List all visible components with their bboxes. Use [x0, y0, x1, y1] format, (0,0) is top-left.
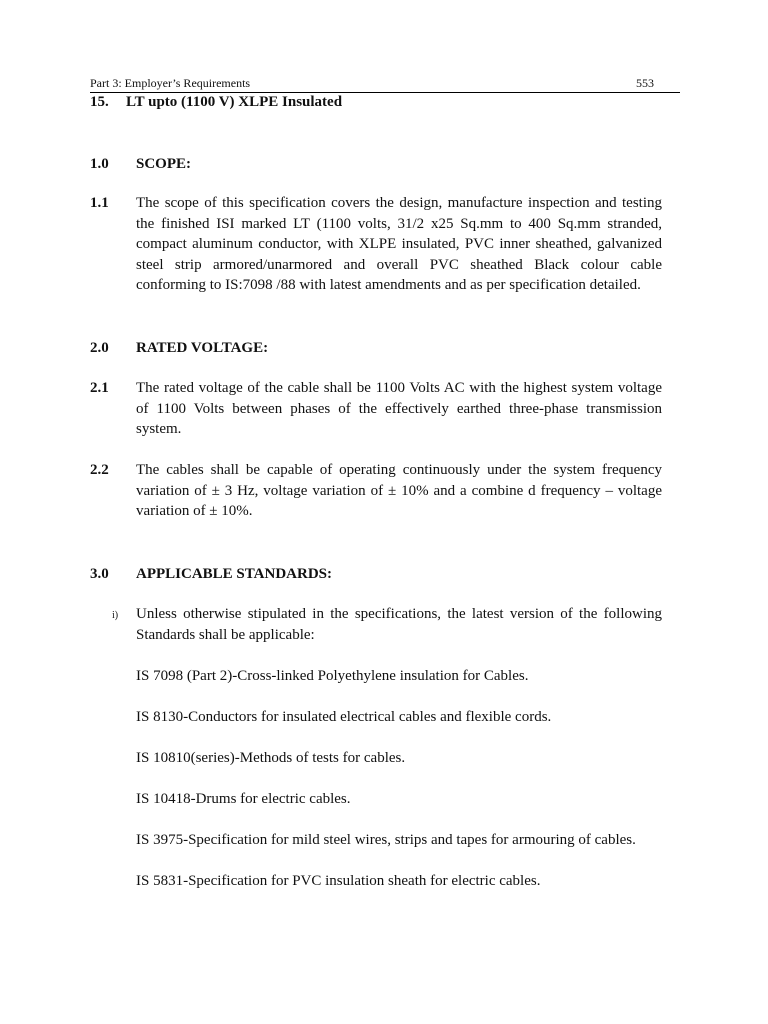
section-title-number: 15.	[90, 94, 109, 110]
item-i	[90, 604, 662, 645]
heading-text: SCOPE:	[136, 156, 192, 172]
standard-item: IS 8130-Conductors for insulated electrical cables and flexible cords.	[136, 709, 552, 725]
standard-item: IS 7098 (Part 2)-Cross-linked Polyethylene insulation for Cables.	[136, 668, 529, 684]
clause-number: 1.1	[90, 195, 109, 211]
standard-item: IS 3975-Specification for mild steel wires, strips and tapes for armouring of cables.	[136, 832, 636, 848]
standard-item: IS 10418-Drums for electric cables.	[136, 791, 351, 807]
item-text: Unless otherwise stipulated in the specifications, the latest version of the following Standards shall be applicable:	[136, 606, 662, 643]
clause-2-2	[90, 460, 662, 522]
heading-number: 3.0	[90, 566, 109, 582]
page-number: 553	[636, 76, 654, 90]
clause-2-1	[90, 378, 662, 440]
clause-number: 2.1	[90, 380, 109, 396]
heading-text: APPLICABLE STANDARDS:	[136, 566, 332, 582]
running-header	[90, 77, 680, 93]
item-marker: i)	[112, 610, 119, 621]
clause-text: The cables shall be capable of operating continuously under the system frequency variation of ± 3 Hz, voltage variation of ± 10% and a combine d frequency – voltage variation of ± 10%.	[136, 462, 662, 519]
clause-1-1	[90, 193, 662, 296]
heading-text: RATED VOLTAGE:	[136, 340, 269, 356]
clause-number: 2.2	[90, 462, 109, 478]
heading-number: 1.0	[90, 156, 109, 172]
standard-item: IS 5831-Specification for PVC insulation sheath for electric cables.	[136, 873, 541, 889]
clause-text: The scope of this specification covers the design, manufacture inspection and testing the finished ISI marked LT (1100 volts, 31/2 x25 Sq.mm to 400 Sq.mm stranded, compact aluminum conductor, with XLPE insulated, PVC inner sheathed, galvanized steel strip armored/unarmored and overall PVC sheathed Black colour cable conforming to IS:7098 /88 with latest amendments and as per specification detailed.	[136, 195, 662, 293]
standard-item: IS 10810(series)-Methods of tests for cables.	[136, 750, 406, 766]
section-title-text: LT upto (1100 V) XLPE Insulated	[126, 94, 343, 110]
section-title	[90, 93, 342, 111]
clause-text: The rated voltage of the cable shall be 1100 Volts AC with the highest system voltage of 1100 Volts between phases of the effectively earthed three-phase transmission system.	[136, 380, 662, 437]
header-part-title: Part 3: Employer’s Requirements	[90, 76, 251, 90]
heading-number: 2.0	[90, 340, 109, 356]
